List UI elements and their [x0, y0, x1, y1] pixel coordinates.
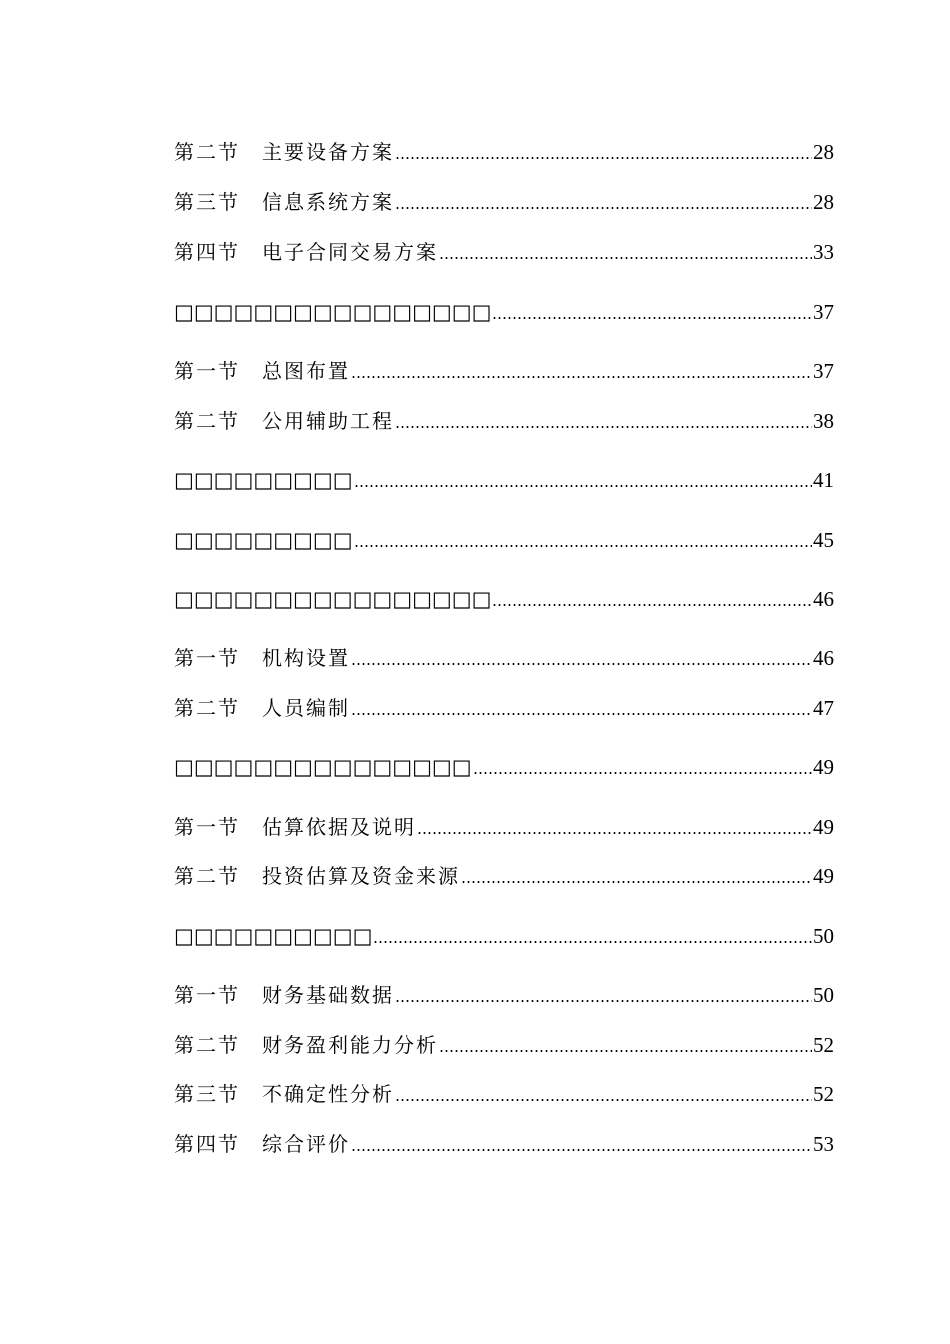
toc-entry-title: 总图布置: [262, 359, 350, 383]
toc-page-number: 41: [813, 468, 834, 492]
toc-entry[interactable]: [174, 686, 834, 720]
toc-section-number: 第三节: [174, 1082, 240, 1106]
toc-page-number: 38: [813, 409, 834, 433]
toc-page-number: 49: [813, 755, 834, 779]
toc-entry[interactable]: [174, 805, 834, 839]
toc-section-number: 第三节: [174, 190, 240, 214]
dot-leader: [351, 713, 812, 715]
toc-section-number: 第一节: [174, 359, 240, 383]
dot-leader: [461, 881, 812, 883]
toc-section-number: 第二节: [174, 409, 240, 433]
toc-chapter-entry[interactable]: [174, 458, 834, 492]
toc-page-number: 37: [813, 359, 834, 383]
dot-leader: [351, 1149, 812, 1151]
toc-entry-title: 不确定性分析: [262, 1082, 394, 1106]
toc-entry-label: [174, 696, 350, 720]
toc-page-number: 49: [813, 815, 834, 839]
toc-entry-label: [174, 755, 472, 779]
toc-chapter-entry[interactable]: [174, 577, 834, 611]
toc-page-number: 37: [813, 300, 834, 324]
dot-leader: [417, 832, 812, 834]
toc-page-number: 50: [813, 983, 834, 1007]
toc-chapter-title: □□□□□□□□□□□□□□□: [174, 755, 472, 779]
dot-leader: [492, 604, 812, 606]
toc-section-number: 第二节: [174, 696, 240, 720]
toc-entry-label: [174, 864, 460, 888]
toc-entry-title: 投资估算及资金来源: [262, 864, 460, 888]
toc-entry[interactable]: [174, 636, 834, 670]
toc-entry[interactable]: [174, 973, 834, 1007]
toc-entry-label: [174, 140, 394, 164]
toc-entry-label: [174, 587, 491, 611]
toc-page-number: 52: [813, 1082, 834, 1106]
toc-chapter-entry[interactable]: [174, 518, 834, 552]
toc-entry[interactable]: [174, 230, 834, 264]
toc-entry-label: [174, 1033, 438, 1057]
toc-entry-label: [174, 468, 353, 492]
toc-entry-title: 电子合同交易方案: [262, 240, 438, 264]
toc-entry-label: [174, 646, 350, 670]
toc-chapter-title: □□□□□□□□□□□□□□□□: [174, 300, 492, 324]
toc-section-number: 第一节: [174, 983, 240, 1007]
toc-page-number: 49: [813, 864, 834, 888]
toc-section-number: 第二节: [174, 864, 240, 888]
toc-entry[interactable]: [174, 1122, 834, 1156]
toc-entry-label: [174, 359, 350, 383]
toc-entry[interactable]: [174, 1023, 834, 1057]
toc-entry-label: [174, 240, 438, 264]
toc-entry-label: [174, 815, 416, 839]
toc-chapter-title: □□□□□□□□□: [174, 468, 353, 492]
dot-leader: [354, 485, 812, 487]
toc-entry[interactable]: [174, 1072, 834, 1106]
toc-page-number: 53: [813, 1132, 834, 1156]
toc-entry[interactable]: [174, 349, 834, 383]
toc-page-number: 50: [813, 924, 834, 948]
toc-entry-label: [174, 1082, 394, 1106]
toc-chapter-entry[interactable]: [174, 290, 834, 324]
toc-section-number: 第一节: [174, 815, 240, 839]
toc-page-number: 28: [813, 190, 834, 214]
toc-entry-label: [174, 1132, 350, 1156]
toc-entry-label: [174, 409, 394, 433]
toc-page-number: 28: [813, 140, 834, 164]
dot-leader: [351, 376, 812, 378]
toc-entry-title: 财务基础数据: [262, 983, 394, 1007]
toc-entry-title: 综合评价: [262, 1132, 350, 1156]
dot-leader: [473, 772, 812, 774]
toc-section-number: 第四节: [174, 240, 240, 264]
toc-chapter-title: □□□□□□□□□□□□□□□□: [174, 587, 492, 611]
toc-entry-title: 人员编制: [262, 696, 350, 720]
toc-page-number: 46: [813, 646, 834, 670]
toc-section-number: 第一节: [174, 646, 240, 670]
dot-leader: [439, 1050, 812, 1052]
dot-leader: [439, 257, 812, 259]
toc-entry-title: 估算依据及说明: [262, 815, 416, 839]
toc-chapter-entry[interactable]: [174, 745, 834, 779]
dot-leader: [395, 1000, 812, 1002]
toc-entry[interactable]: [174, 854, 834, 888]
toc-page-number: 52: [813, 1033, 834, 1057]
toc-entry-title: 公用辅助工程: [262, 409, 394, 433]
toc-entry[interactable]: [174, 180, 834, 214]
toc-page-number: 33: [813, 240, 834, 264]
toc-entry-title: 信息系统方案: [262, 190, 394, 214]
toc-entry-label: [174, 528, 353, 552]
dot-leader: [395, 426, 812, 428]
toc-entry-label: [174, 190, 394, 214]
toc-section-number: 第四节: [174, 1132, 240, 1156]
toc-chapter-entry[interactable]: [174, 914, 834, 948]
toc-entry-title: 财务盈利能力分析: [262, 1033, 438, 1057]
dot-leader: [395, 1099, 812, 1101]
dot-leader: [395, 207, 812, 209]
dot-leader: [373, 941, 812, 943]
toc-page-number: 45: [813, 528, 834, 552]
dot-leader: [395, 157, 812, 159]
toc-page-number: 46: [813, 587, 834, 611]
toc-entry-label: [174, 300, 491, 324]
toc-entry-title: 机构设置: [262, 646, 350, 670]
toc-entry-title: 主要设备方案: [262, 140, 394, 164]
dot-leader: [354, 545, 812, 547]
toc-chapter-title: □□□□□□□□□□: [174, 924, 373, 948]
toc-entry[interactable]: [174, 130, 834, 164]
toc-entry-label: [174, 983, 394, 1007]
toc-page-number: 47: [813, 696, 834, 720]
toc-section-number: 第二节: [174, 1033, 240, 1057]
dot-leader: [351, 663, 812, 665]
toc-entry[interactable]: [174, 399, 834, 433]
dot-leader: [492, 317, 812, 319]
toc-section-number: 第二节: [174, 140, 240, 164]
toc-chapter-title: □□□□□□□□□: [174, 528, 353, 552]
toc-entry-label: [174, 924, 372, 948]
